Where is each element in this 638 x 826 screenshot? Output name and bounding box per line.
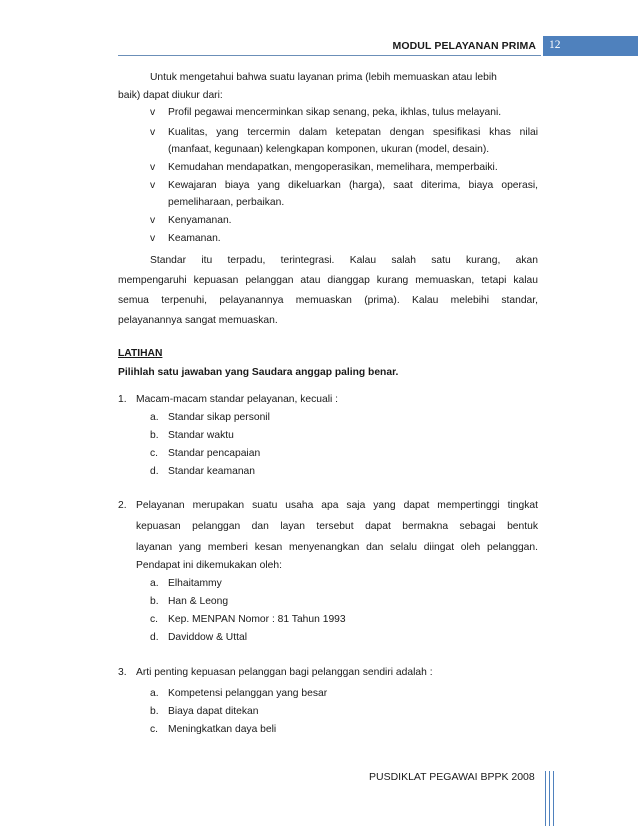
list-item-continuation: pemeliharaan, perbaikan. (168, 197, 285, 208)
question-text: Pelayanan merupakan suatu usaha apa saja yang dapat mempertinggi tingkat (136, 500, 538, 511)
running-header-title: MODUL PELAYANAN PRIMA (392, 40, 536, 52)
option-letter: b. (150, 596, 159, 607)
bullet-marker: v (150, 107, 156, 118)
option-letter: a. (150, 578, 159, 589)
question-text: Pendapat ini dikemukakan oleh: (136, 560, 282, 571)
paragraph-line: mempengaruhi kepuasan pelanggan atau dianggap kurang memuaskan, tetapi kalau (118, 275, 538, 286)
option-text: Kep. MENPAN Nomor : 81 Tahun 1993 (168, 614, 346, 625)
paragraph-line: Standar itu terpadu, terintegrasi. Kalau salah satu kurang, akan (150, 255, 538, 266)
option-text: Daviddow & Uttal (168, 632, 247, 643)
question-number: 2. (118, 500, 127, 511)
list-item: Keamanan. (168, 233, 221, 244)
list-item-continuation: (manfaat, kegunaan) kelengkapan komponen, ukuran (model, desain). (168, 144, 490, 155)
question-text: layanan yang memberi kesan menyenangkan dan selalu diingat oleh pelanggan. (136, 542, 538, 553)
list-item: Kemudahan mendapatkan, mengoperasikan, memelihara, memperbaiki. (168, 162, 498, 173)
question-number: 3. (118, 667, 127, 678)
bullet-marker: v (150, 180, 156, 191)
instruction-text: Pilihlah satu jawaban yang Saudara anggap paling benar. (118, 367, 399, 378)
question-text: Arti penting kepuasan pelanggan bagi pelanggan sendiri adalah : (136, 667, 433, 678)
option-text: Kompetensi pelanggan yang besar (168, 688, 328, 699)
option-text: Meningkatkan daya beli (168, 724, 277, 735)
option-letter: c. (150, 448, 159, 459)
option-letter: a. (150, 688, 159, 699)
question-number: 1. (118, 394, 127, 405)
option-letter: c. (150, 614, 159, 625)
bullet-marker: v (150, 162, 156, 173)
option-letter: b. (150, 706, 159, 717)
bullet-marker: v (150, 127, 156, 138)
bullet-marker: v (150, 215, 156, 226)
footer-vertical-line (549, 771, 550, 826)
question-text: kepuasan pelanggan dan layan tersebut dapat bermakna sebagai bentuk (136, 521, 538, 532)
option-letter: d. (150, 632, 159, 643)
option-text: Elhaitammy (168, 578, 222, 589)
option-text: Standar keamanan (168, 466, 256, 477)
footer-vertical-line (545, 771, 546, 826)
list-item: Kewajaran biaya yang dikeluarkan (harga), saat diterima, biaya operasi, (168, 180, 538, 191)
option-letter: c. (150, 724, 159, 735)
list-item: Kenyamanan. (168, 215, 232, 226)
paragraph-line: pelayanannya sangat memuaskan. (118, 315, 278, 326)
option-text: Biaya dapat ditekan (168, 706, 259, 717)
paragraph-line: semua terpenuhi, pelayanannya memuaskan (prima). Kalau melebihi standar, (118, 295, 538, 306)
footer-vertical-line (553, 771, 554, 826)
option-text: Standar pencapaian (168, 448, 261, 459)
option-text: Standar sikap personil (168, 412, 270, 423)
option-letter: d. (150, 466, 159, 477)
header-rule (118, 55, 541, 56)
list-item: Kualitas, yang tercermin dalam ketepatan dengan spesifikasi khas nilai (168, 127, 538, 138)
option-letter: a. (150, 412, 159, 423)
list-item: Profil pegawai mencerminkan sikap senang, peka, ikhlas, tulus melayani. (168, 107, 502, 118)
option-letter: b. (150, 430, 159, 441)
option-text: Standar waktu (168, 430, 234, 441)
intro-line-2: baik) dapat diukur dari: (118, 90, 223, 101)
section-heading: LATIHAN (118, 348, 163, 359)
page-number-box (543, 36, 638, 56)
question-text: Macam-macam standar pelayanan, kecuali : (136, 394, 339, 405)
bullet-marker: v (150, 233, 156, 244)
option-text: Han & Leong (168, 596, 229, 607)
page-number: 12 (549, 39, 561, 51)
intro-line-1: Untuk mengetahui bahwa suatu layanan prima (lebih memuaskan atau lebih (150, 72, 497, 83)
running-footer: PUSDIKLAT PEGAWAI BPPK 2008 (369, 771, 535, 783)
